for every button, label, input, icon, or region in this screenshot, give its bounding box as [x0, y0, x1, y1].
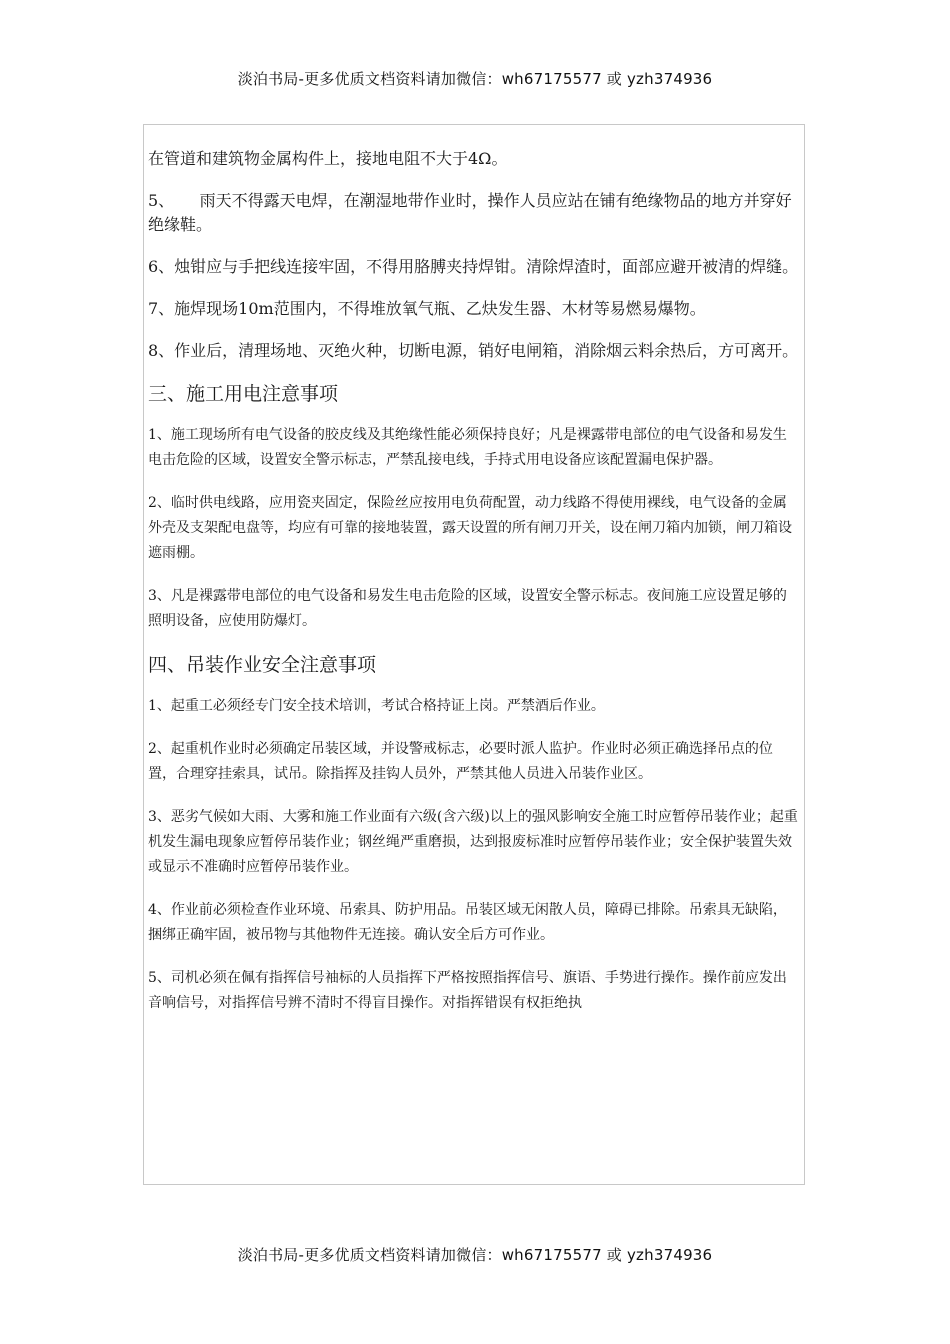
weld-item-8: 8、作业后，清理场地、灭绝火种，切断电源，销好电闸箱，消除烟云料余热后，方可离开。	[148, 341, 799, 360]
section-4-heading: 四、吊装作业安全注意事项	[148, 654, 377, 676]
section-3-item-2: 2、临时供电线路，应用瓷夹固定，保险丝应按用电负荷配置，动力线路不得使用裸线，电气设备的金属外壳及支架配电盘等，均应有可靠的接地装置，露天设置的所有闸刀开关，设在闸刀箱内加锁，闸刀箱设遮雨棚。	[148, 495, 792, 561]
watermark-footer: 淡泊书局-更多优质文档资料请加微信：wh67175577 或 yzh374936	[237, 1246, 713, 1264]
document-content	[144, 125, 804, 1016]
watermark-header: 淡泊书局-更多优质文档资料请加微信：wh67175577 或 yzh374936	[237, 70, 713, 88]
weld-item-7: 7、施焊现场10m范围内，不得堆放氧气瓶、乙炔发生器、木材等易燃易爆物。	[148, 299, 706, 318]
section-4-item-2: 2、起重机作业时必须确定吊装区域，并设警戒标志，必要时派人监护。作业时必须正确选择吊点的位置，合理穿挂索具，试吊。除指挥及挂钩人员外，严禁其他人员进入吊装作业区。	[148, 741, 773, 782]
section-4-item-5: 5、司机必须在佩有指挥信号袖标的人员指挥下严格按照指挥信号、旗语、手势进行操作。操作前应发出音响信号，对指挥信号辨不清时不得盲目操作。对指挥错误有权拒绝执	[148, 970, 787, 1011]
document-page	[143, 124, 805, 1185]
section-3-heading: 三、施工用电注意事项	[148, 383, 339, 405]
weld-item-cont: 在管道和建筑物金属构件上，接地电阻不大于4Ω。	[148, 149, 508, 168]
section-4-item-4: 4、作业前必须检查作业环境、吊索具、防护用品。吊装区域无闲散人员，障碍已排除。吊索具无缺陷，捆绑正确牢固，被吊物与其他物件无连接。确认安全后方可作业。	[148, 902, 787, 943]
weld-item-5: 5、 雨天不得露天电焊，在潮湿地带作业时，操作人员应站在铺有绝缘物品的地方并穿好绝缘鞋。	[148, 191, 792, 234]
section-4-item-3: 3、恶劣气候如大雨、大雾和施工作业面有六级(含六级)以上的强风影响安全施工时应暂停吊装作业；起重机发生漏电现象应暂停吊装作业；钢丝绳严重磨损，达到报废标准时应暂停吊装作业；安全保护装置失效或显示不准确时应暂停吊装作业。	[148, 809, 798, 875]
section-4-item-1: 1、起重工必须经专门安全技术培训，考试合格持证上岗。严禁酒后作业。	[148, 698, 605, 714]
section-3-item-1: 1、施工现场所有电气设备的胶皮线及其绝缘性能必须保持良好；凡是裸露带电部位的电气设备和易发生电击危险的区域，设置安全警示标志，严禁乱接电线，手持式用电设备应该配置漏电保护器。	[148, 427, 787, 468]
weld-item-6: 6、烛钳应与手把线连接牢固，不得用胳膊夹持焊钳。清除焊渣时，面部应避开被清的焊缝。	[148, 257, 799, 276]
section-3-item-3: 3、凡是裸露带电部位的电气设备和易发生电击危险的区域，设置安全警示标志。夜间施工应设置足够的照明设备，应使用防爆灯。	[148, 588, 787, 629]
